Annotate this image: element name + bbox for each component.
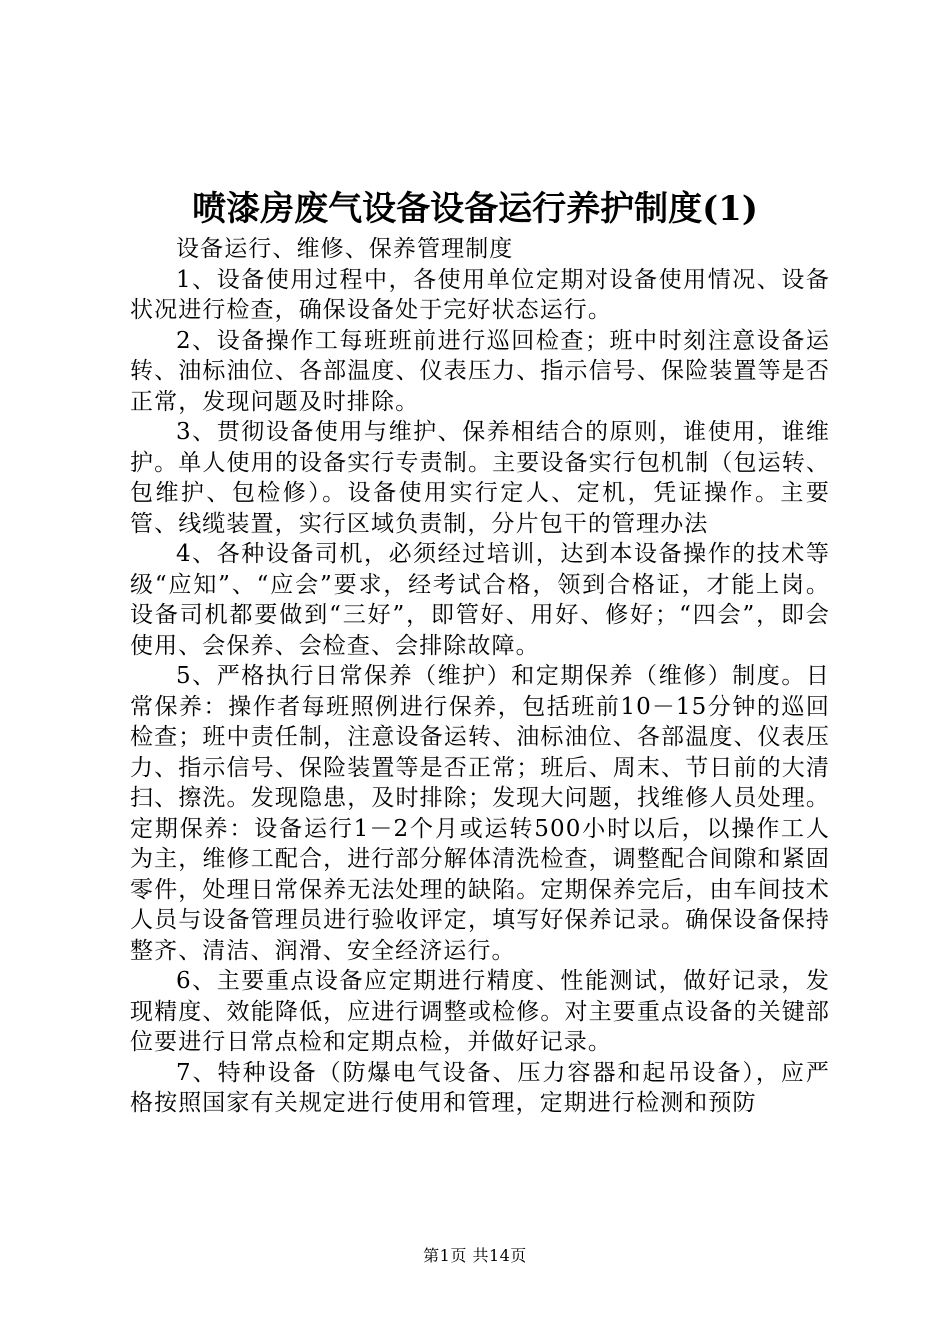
paragraph-item-1: 1、设备使用过程中，各使用单位定期对设备使用情况、设备状况进行检查，确保设备处于完好状态运行。 [130, 266, 830, 323]
document-title: 喷漆房废气设备设备运行养护制度(1) [192, 189, 758, 229]
document-body [130, 234, 830, 1119]
page-footer: 第1页 共14页 [423, 1246, 527, 1265]
paragraph-item-5: 5、严格执行日常保养（维护）和定期保养（维修）制度。日常保养：操作者每班照例进行保养，包括班前10－15分钟的巡回检查；班中责任制，注意设备运转、油标油位、各部温度、仪表压力、指示信号、保险装置等是否正常；班后、周末、节日前的大清扫、擦洗。发现隐患，及时排除；发现大问题，找维修人员处理。定期保养：设备运行1－2个月或运转500小时以后，以操作工人为主，维修工配合，进行部分解体清洗检查，调整配合间隙和紧固零件，处理日常保养无法处理的缺陷。定期保养完后，由车间技术人员与设备管理员进行验收评定，填写好保养记录。确保设备保持整齐、清洁、润滑、安全经济运行。 [130, 663, 830, 964]
paragraph-item-4: 4、各种设备司机，必须经过培训，达到本设备操作的技术等级“应知”、“应会”要求，经考试合格，领到合格证，才能上岗。设备司机都要做到“三好”，即管好、用好、修好；“四会”，即会使用、会保养、会检查、会排除故障。 [130, 541, 830, 659]
paragraph-heading: 设备运行、维修、保养管理制度 [176, 236, 514, 262]
paragraph-item-3: 3、贯彻设备使用与维护、保养相结合的原则，谁使用，谁维护。单人使用的设备实行专责制。主要设备实行包机制（包运转、包维护、包检修）。设备使用实行定人、定机，凭证操作。主要管、线缆装置，实行区域负责制，分片包干的管理办法 [130, 419, 830, 537]
paragraph-item-6: 6、主要重点设备应定期进行精度、性能测试，做好记录，发现精度、效能降低，应进行调整或检修。对主要重点设备的关键部位要进行日常点检和定期点检，并做好记录。 [130, 968, 830, 1055]
paragraph-item-2: 2、设备操作工每班班前进行巡回检查；班中时刻注意设备运转、油标油位、各部温度、仪表压力、指示信号、保险装置等是否正常，发现问题及时排除。 [130, 327, 830, 415]
paragraph-item-7: 7、特种设备（防爆电气设备、压力容器和起吊设备），应严格按照国家有关规定进行使用和管理，定期进行检测和预防 [130, 1059, 830, 1116]
